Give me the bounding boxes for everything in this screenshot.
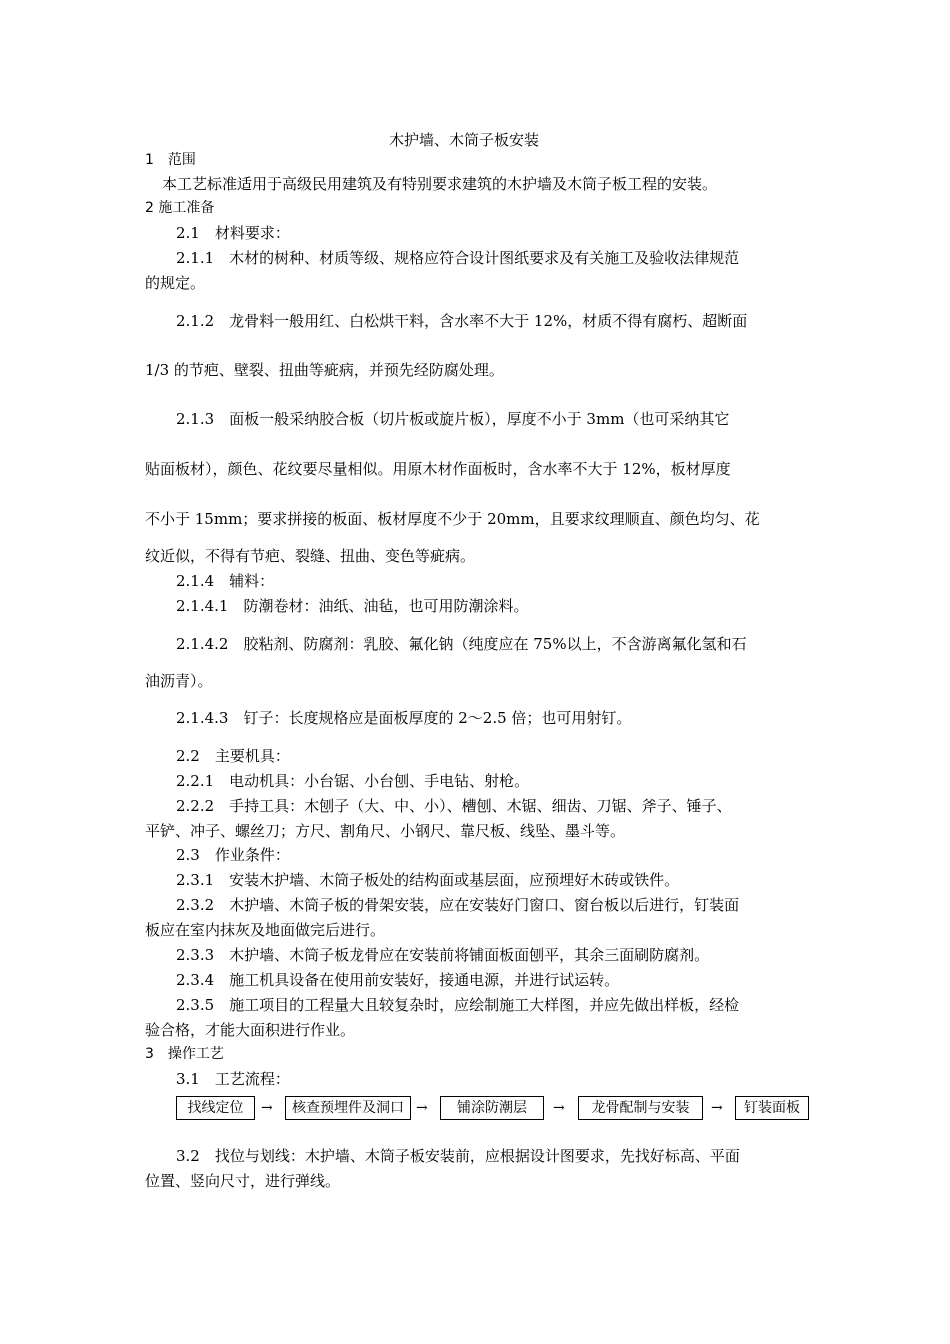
paragraph-line: 验合格，才能大面积进行作业。	[145, 1021, 356, 1039]
paragraph-line: 2.2.1 电动机具：小台锯、小台刨、手电钻、射枪。	[176, 772, 530, 790]
subsection-heading: 3.1 工艺流程：	[176, 1070, 290, 1088]
paragraph-line: 2.2.2 手持工具：木刨子（大、中、小）、槽刨、木锯、细齿、刀锯、斧子、锤子、	[176, 797, 732, 815]
paragraph-line: 2.3.1 安装木护墙、木筒子板处的结构面或基层面，应预埋好木砖或铁件。	[176, 871, 680, 889]
paragraph-line: 平铲、冲子、螺丝刀；方尺、割角尺、小钢尺、靠尺板、线坠、墨斗等。	[145, 822, 626, 840]
document-title: 木护墙、木筒子板安装	[389, 131, 540, 149]
paragraph-line: 2.3.3 木护墙、木筒子板龙骨应在安装前将铺面板面刨平，其余三面刷防腐剂。	[176, 946, 710, 964]
arrow-right-icon: →	[553, 1100, 565, 1116]
arrow-right-icon: →	[261, 1100, 273, 1116]
paragraph-line: 2.1.1 木材的树种、材质等级、规格应符合设计图纸要求及有关施工及验收法律规范	[176, 249, 740, 267]
section-heading-3: 3 操作工艺	[145, 1046, 224, 1062]
flow-step: 找线定位	[176, 1096, 255, 1120]
flow-step: 钉装面板	[735, 1096, 809, 1120]
paragraph-line: 贴面板材），颜色、花纹要尽量相似。用原木材作面板时，含水率不大于 12%，板材厚度	[145, 460, 731, 478]
flow-step: 铺涂防潮层	[440, 1096, 544, 1120]
paragraph-line: 油沥青）。	[145, 672, 213, 690]
subsection-heading: 2.1 材料要求：	[176, 224, 290, 242]
subsection-heading: 2.3 作业条件：	[176, 846, 290, 864]
section-heading-2: 2 施工准备	[145, 200, 215, 216]
paragraph-line: 3.2 找位与划线：木护墙、木筒子板安装前，应根据设计图要求，先找好标高、平面	[176, 1147, 740, 1165]
paragraph-line: 的规定。	[145, 274, 206, 292]
paragraph-line: 2.1.3 面板一般采纳胶合板（切片板或旋片板），厚度不小于 3mm（也可采纳其它	[176, 410, 730, 428]
paragraph-line: 本工艺标准适用于高级民用建筑及有特别要求建筑的木护墙及木筒子板工程的安装。	[162, 175, 718, 193]
paragraph-line: 板应在室内抹灰及地面做完后进行。	[145, 921, 386, 939]
paragraph-line: 不小于 15mm；要求拼接的板面、板材厚度不少于 20mm，且要求纹理顺直、颜色均匀、花	[145, 510, 760, 528]
subsection-heading: 2.2 主要机具：	[176, 747, 290, 765]
paragraph-line: 位置、竖向尺寸，进行弹线。	[145, 1172, 341, 1190]
paragraph-line: 2.3.5 施工项目的工程量大且较复杂时，应绘制施工大样图，并应先做出样板，经检	[176, 996, 740, 1014]
arrow-right-icon: →	[711, 1100, 723, 1116]
subsection-heading: 2.1.4 辅料：	[176, 572, 275, 590]
paragraph-line: 2.1.4.1 防潮卷材：油纸、油毡，也可用防潮涂料。	[176, 597, 529, 615]
flow-step: 核查预埋件及洞口	[285, 1096, 411, 1120]
section-heading-1: 1 范围	[145, 152, 196, 168]
arrow-right-icon: →	[416, 1100, 428, 1116]
paragraph-line: 2.3.2 木护墙、木筒子板的骨架安装，应在安装好门窗口、窗台板以后进行，钉装面	[176, 896, 740, 914]
paragraph-line: 2.3.4 施工机具设备在使用前安装好，接通电源，并进行试运转。	[176, 971, 620, 989]
paragraph-line: 1/3 的节疤、壁裂、扭曲等疵病，并预先经防腐处理。	[145, 361, 504, 379]
paragraph-line: 2.1.4.3 钉子：长度规格应是面板厚度的 2～2.5 倍；也可用射钉。	[176, 709, 632, 727]
paragraph-line: 2.1.2 龙骨料一般用红、白松烘干料，含水率不大于 12%，材质不得有腐朽、超断面	[176, 312, 748, 330]
paragraph-line: 2.1.4.2 胶粘剂、防腐剂：乳胶、氟化钠（纯度应在 75%以上，不含游离氟化氢和石	[176, 635, 747, 653]
paragraph-line: 纹近似，不得有节疤、裂缝、扭曲、变色等疵病。	[145, 547, 476, 565]
flow-step: 龙骨配制与安装	[578, 1096, 703, 1120]
